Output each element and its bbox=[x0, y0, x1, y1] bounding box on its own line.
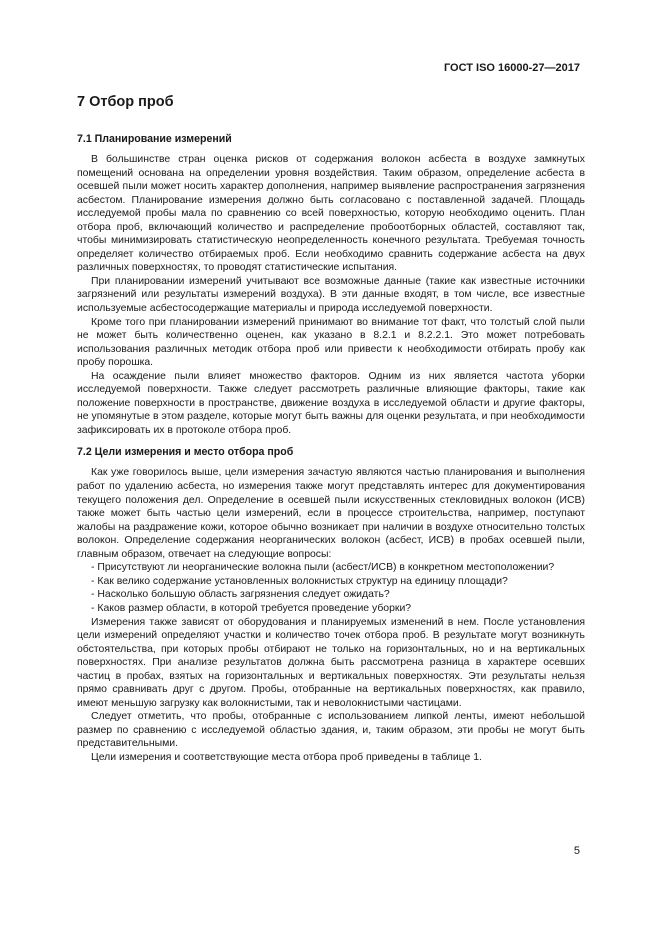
paragraph: На осаждение пыли влияет множество факторов. Одним из них является частота уборки исследуемой поверхности. Также следует рассмотреть различные влияющие факторы, такие как положение поверхности в пространстве, движение воздуха в исследуемой области и другие факторы, не упомянутые в этом разделе, которые могут быть важны для оценки результата, и при необходимости зафиксировать их в протоколе отбора проб. bbox=[77, 370, 585, 436]
paragraph: Измерения также зависят от оборудования и планируемых изменений в нем. После установления цели измерений определяют участки и количество точек отбора проб. В результате могут возникнуть обстоятельства, при которых пробы отбирают не только на горизонтальных, но и на вертикальных поверхностях. При анализе результатов должна быть рассмотрена разница в характере осевших частиц в пробах, взятых на горизонтальных и вертикальных поверхностях. Эти результаты нельзя прямо сравнивать друг с другом. Пробы, отобранные на вертикальных поверхностях, как правило, имеют меньшую загрузку как волокнистыми, так и неволокнистыми частицами. bbox=[77, 616, 585, 709]
paragraph: Как уже говорилось выше, цели измерения зачастую являются частью планирования и выполнения работ по удалению асбеста, но измерения также могут представлять интерес для документирования текущего положения дел. Определение в осевшей пыли искусственных стекловидных волокон (ИСВ) также может быть частью цели измерений, если в процессе строительства, например, поступают жалобы на раздражение кожи, которое обычно возникает при наличии в воздухе относительно толстых волокон. Определение содержания неорганических волокон (асбест, ИСВ) в пробах осевшей пыли, главным образом, отвечает на следующие вопросы: bbox=[77, 467, 585, 560]
page-content bbox=[77, 93, 585, 765]
paragraph: Следует отметить, что пробы, отобранные с использованием липкой ленты, имеют небольшой размер по сравнению с исследуемой областью здания, и, таким образом, эти пробы не могут быть представительными. bbox=[77, 711, 585, 750]
paragraph: Цели измерения и соответствующие места отбора проб приведены в таблице 1. bbox=[91, 751, 482, 763]
list-item: - Как велико содержание установленных волокнистых структур на единицу площади? bbox=[91, 575, 508, 587]
list-item: - Присутствуют ли неорганические волокна пыли (асбест/ИСВ) в конкретном местоположении? bbox=[91, 562, 555, 574]
paragraph: При планировании измерений учитывают все возможные данные (такие как известные источники загрязнений или результаты измерений воздуха). В эти данные входят, в том числе, все известные используемые асбестосодержащие материалы и природа исследуемой поверхности. bbox=[77, 275, 585, 315]
document-header: ГОСТ ISO 16000-27—2017 bbox=[443, 62, 580, 74]
paragraph: В большинстве стран оценка рисков от содержания волокон асбеста в воздухе замкнутых помещений основана на определении уровня воздействия. Таким образом, определение асбеста в осевшей пыли может носить характер дополнения, например выявление распространения загрязнения асбестом. Планирование измерения должно быть согласовано с поставленной задачей. Площадь исследуемой пробы мала по сравнению со всей поверхностью, которую необходимо оценить. План отбора проб, включающий количество и распределение пробоотборных областей, составляют так, чтобы минимизировать статистическую неопределенность конечного результата. Требуемая точность определяет количество отбираемых проб. Если необходимо сравнить содержание асбеста на двух различных поверхностях, то проводят статистические испытания. bbox=[77, 154, 585, 274]
subsection-title-7-1: 7.1 Планирование измерений bbox=[77, 133, 232, 145]
list-item: - Каков размер области, в которой требуется проведение уборки? bbox=[91, 602, 412, 614]
subsection-title-7-2: 7.2 Цели измерения и место отбора проб bbox=[77, 446, 294, 459]
paragraph: Кроме того при планировании измерений принимают во внимание тот факт, что толстый слой пыли не может быть количественно оценен, как указано в 8.2.1 и 8.2.2.1. Это может потребовать использования различных методик отбора проб или привести к необходимости отбирать пробу как пробу порошка. bbox=[77, 316, 585, 369]
question-list bbox=[77, 561, 585, 615]
page-number: 5 bbox=[573, 845, 580, 857]
section-title: 7 Отбор проб bbox=[77, 94, 174, 110]
list-item: - Насколько большую область загрязнения следует ожидать? bbox=[91, 589, 390, 601]
